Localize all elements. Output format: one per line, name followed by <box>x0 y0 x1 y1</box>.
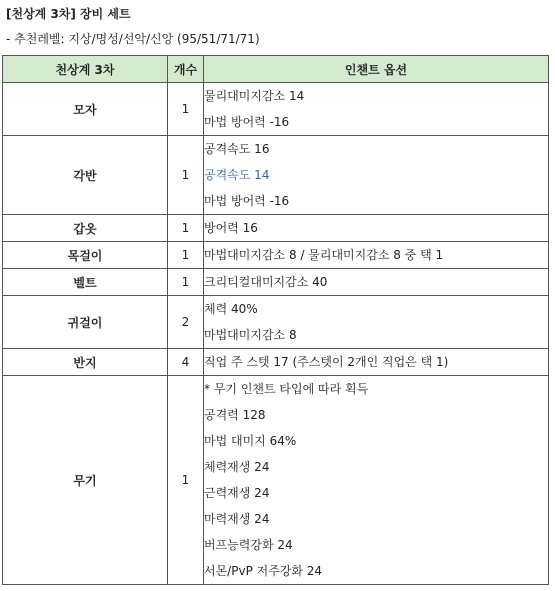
enchant-option: 방어력 16 <box>204 221 258 235</box>
header-count: 개수 <box>168 56 204 83</box>
enchant-option: 마법대미지감소 8 <box>204 328 297 342</box>
table-row <box>3 215 549 242</box>
table-row <box>3 296 549 349</box>
equipment-name: 각반 <box>3 136 168 215</box>
equipment-name: 갑옷 <box>3 215 168 242</box>
equipment-count: 1 <box>168 376 204 585</box>
enchant-option: 공격력 128 <box>204 408 266 422</box>
enchant-option: 마법 방어력 -16 <box>204 115 290 129</box>
equipment-count: 1 <box>168 83 204 136</box>
enchant-option: 공격속도 14 <box>204 168 270 182</box>
table-row <box>3 349 549 376</box>
equipment-name: 무기 <box>3 376 168 585</box>
enchant-option-list <box>204 269 549 296</box>
enchant-option: * 무기 인챈트 타입에 따라 획득 <box>204 382 369 396</box>
table-body <box>3 83 549 585</box>
enchant-option: 크리티컬대미지감소 40 <box>204 275 328 289</box>
enchant-option: 직업 주 스텟 17 (주스텟이 2개인 직업은 택 1) <box>204 355 449 369</box>
enchant-option-list <box>204 296 549 349</box>
equipment-name: 모자 <box>3 83 168 136</box>
equipment-name: 반지 <box>3 349 168 376</box>
enchant-option-list <box>204 376 549 585</box>
equipment-name: 목걸이 <box>3 242 168 269</box>
enchant-option-list <box>204 215 549 242</box>
header-set-name: 천상계 3차 <box>3 56 168 83</box>
enchant-option-list <box>204 349 549 376</box>
equipment-count: 1 <box>168 242 204 269</box>
equipment-count: 2 <box>168 296 204 349</box>
equipment-set-table <box>2 55 549 585</box>
enchant-option: 버프능력강화 24 <box>204 538 293 552</box>
enchant-option: 체력재생 24 <box>204 460 270 474</box>
enchant-option: 마법 대미지 64% <box>204 434 297 448</box>
equipment-name: 귀걸이 <box>3 296 168 349</box>
enchant-option: 서몬/PvP 저주강화 24 <box>204 564 323 578</box>
enchant-option: 체력 40% <box>204 302 258 316</box>
equipment-count: 1 <box>168 269 204 296</box>
equipment-name: 벨트 <box>3 269 168 296</box>
enchant-option: 마법 방어력 -16 <box>204 194 290 208</box>
equipment-count: 4 <box>168 349 204 376</box>
enchant-option: 마법대미지감소 8 / 물리대미지감소 8 중 택 1 <box>204 248 444 262</box>
header-enchant-options: 인챈트 옵션 <box>204 56 549 83</box>
table-row <box>3 376 549 585</box>
table-header-row <box>3 56 549 83</box>
table-row <box>3 83 549 136</box>
enchant-option-list <box>204 83 549 136</box>
enchant-option: 물리대미지감소 14 <box>204 89 305 103</box>
enchant-option-list <box>204 242 549 269</box>
table-row <box>3 242 549 269</box>
enchant-option: 근력재생 24 <box>204 486 270 500</box>
enchant-option: 공격속도 16 <box>204 142 270 156</box>
enchant-option: 마력재생 24 <box>204 512 270 526</box>
page-title: [천상계 3차] 장비 세트 <box>6 7 131 21</box>
table-row <box>3 136 549 215</box>
equipment-count: 1 <box>168 215 204 242</box>
enchant-option-list <box>204 136 549 215</box>
recommended-level-note: - 추천레벨: 지상/명성/선악/신앙 (95/51/71/71) <box>6 32 260 46</box>
equipment-count: 1 <box>168 136 204 215</box>
table-row <box>3 269 549 296</box>
